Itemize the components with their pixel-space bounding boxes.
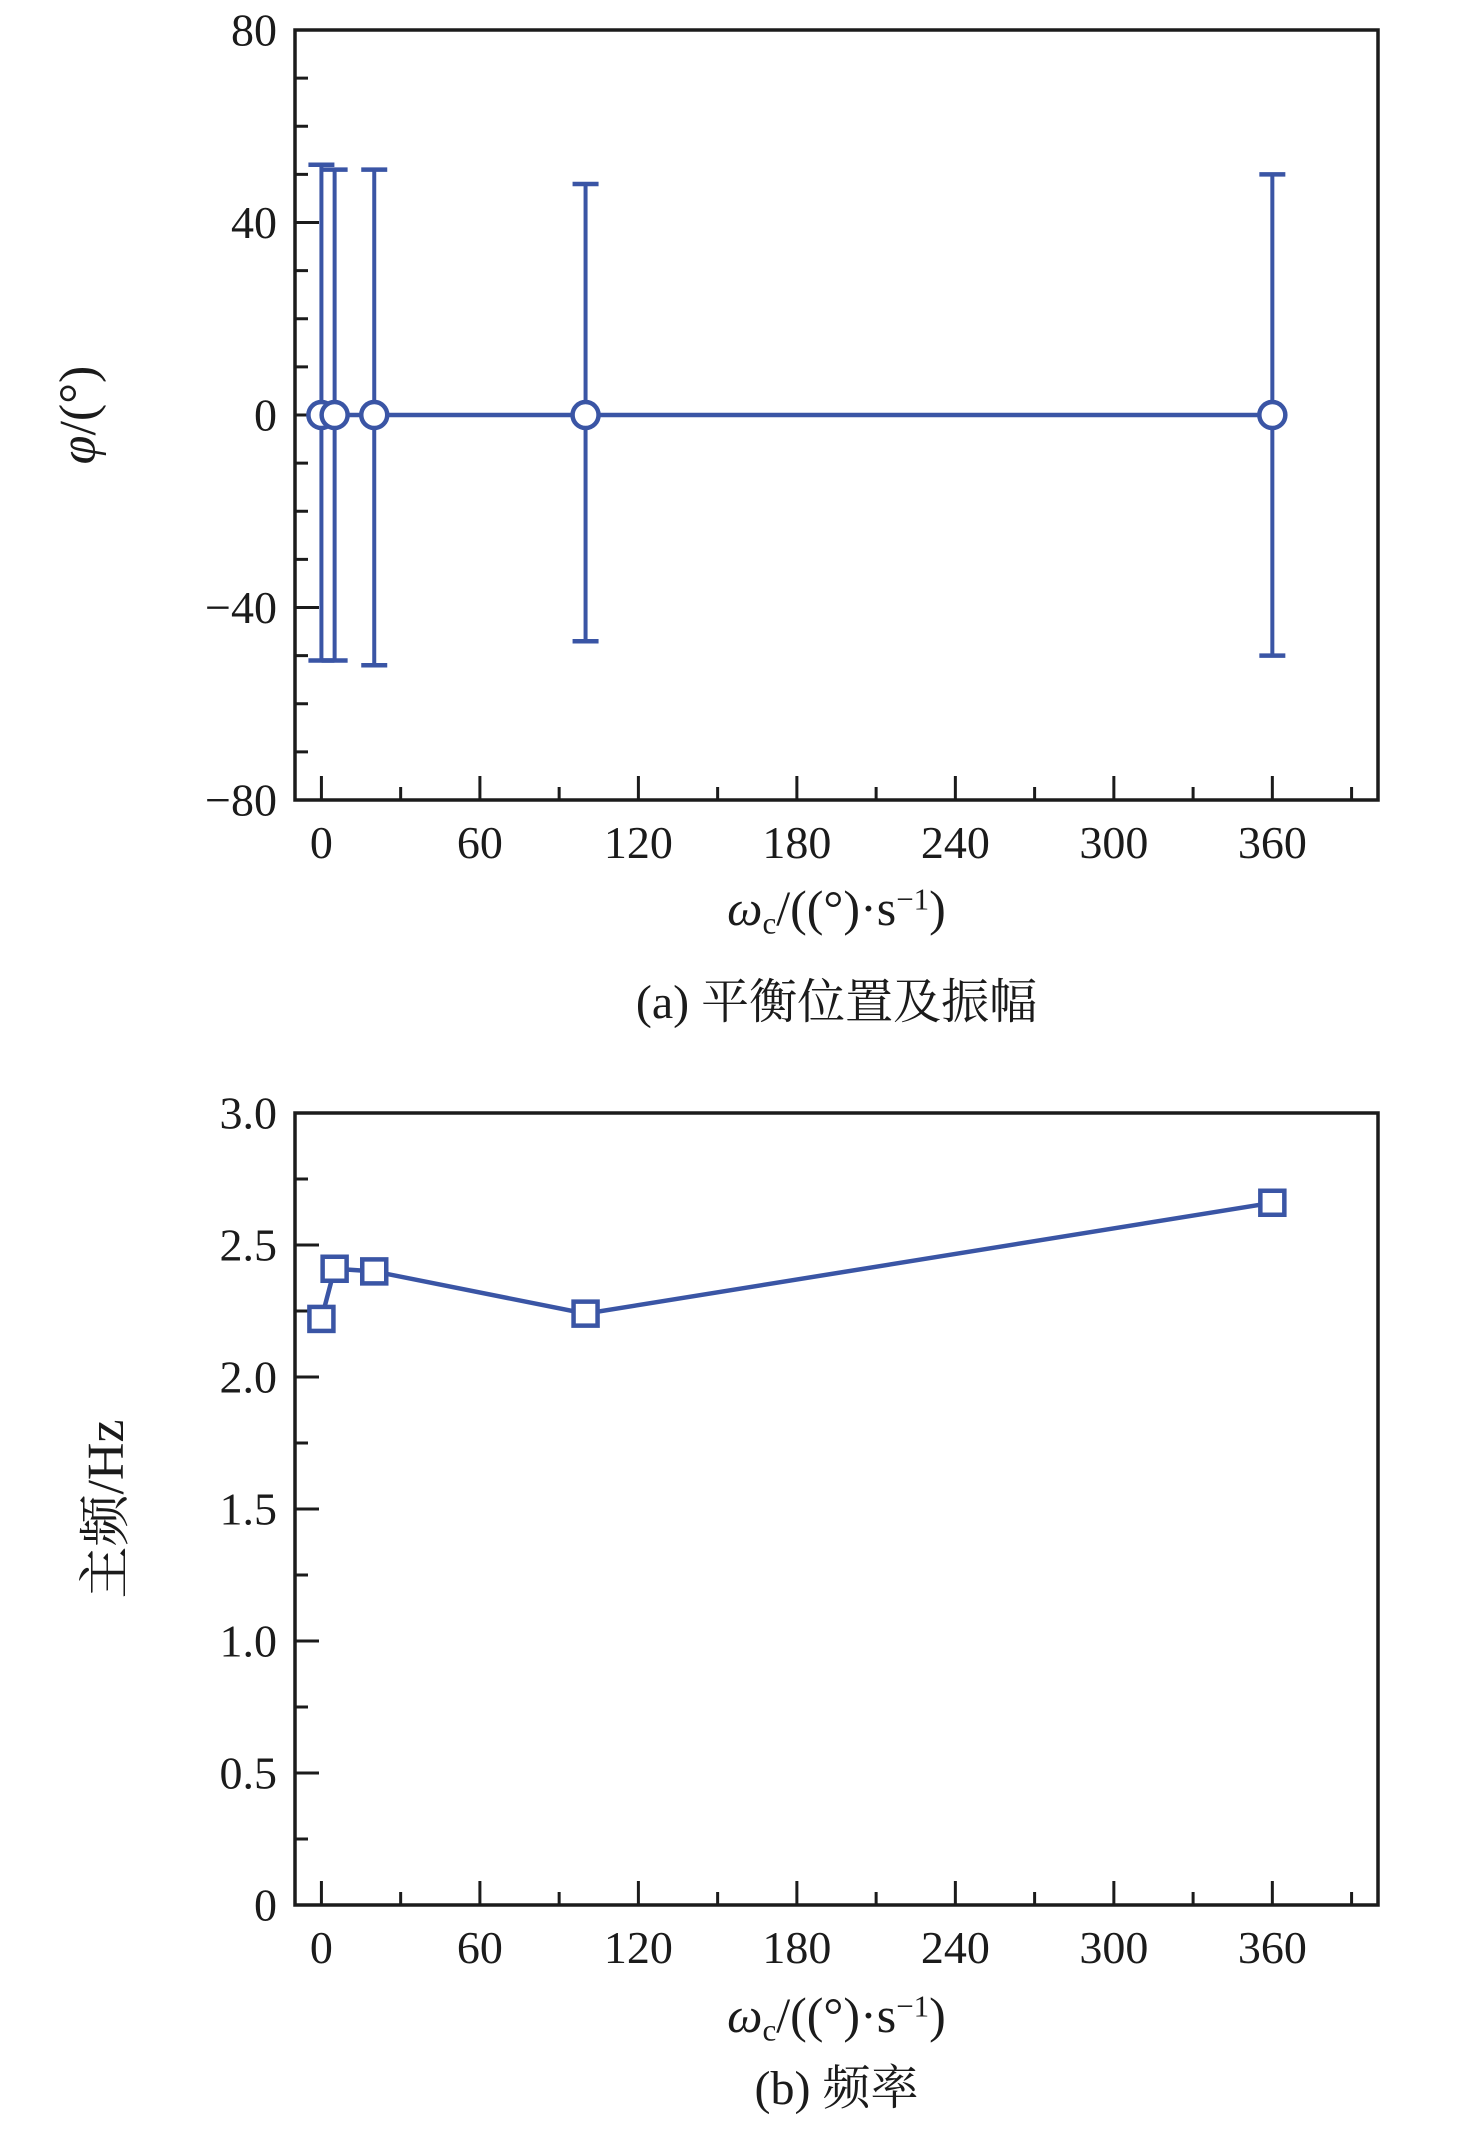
x-unit-closing: ): [929, 880, 946, 936]
x-tick-label: 180: [762, 1922, 832, 1973]
y-tick-label: 1.5: [219, 1483, 277, 1535]
x-tick-label: 60: [456, 1922, 503, 1973]
x-tick-label: 180: [762, 817, 832, 868]
chart-a: [0, 0, 1476, 870]
chart-b-y-axis-label-text: 主频/Hz: [77, 1419, 135, 1599]
phi-symbol: φ: [49, 435, 107, 465]
omega-subscript: c: [762, 905, 777, 941]
plot-border: [295, 1113, 1378, 1905]
data-point-marker: [1259, 402, 1285, 428]
chart-b-plot-area: [220, 1088, 1379, 1974]
omega-subscript: c: [762, 2012, 777, 2048]
x-tick-label: 60: [456, 817, 503, 868]
x-tick-label: 120: [603, 1922, 673, 1973]
y-tick-label: 3.0: [219, 1087, 277, 1139]
x-unit-middle: /((°)·s: [776, 1987, 897, 2043]
x-tick-label: 240: [920, 1922, 990, 1973]
y-tick-label: −40: [205, 582, 277, 633]
y-tick-label: 0.5: [219, 1747, 277, 1799]
x-tick-label: 360: [1237, 817, 1307, 868]
chart-b-caption: (b) 频率: [754, 2062, 919, 2115]
x-unit-middle: /((°)·s: [776, 880, 897, 936]
x-unit-exponent: −1: [896, 881, 930, 917]
x-tick-label: 240: [920, 817, 990, 868]
x-tick-label: 300: [1079, 817, 1149, 868]
chart-a-plot-area: [205, 5, 1378, 869]
chart-b-y-axis-label: [78, 1419, 135, 1598]
x-unit-closing: ): [929, 1987, 946, 2043]
data-point-marker: [309, 1307, 333, 1331]
chart-a-x-axis-label: [295, 878, 1378, 942]
data-point-marker: [362, 1259, 386, 1283]
chart-a-caption: (a) 平衡位置及振幅: [635, 976, 1038, 1029]
y-tick-label: 40: [231, 197, 277, 248]
x-tick-label: 120: [603, 817, 673, 868]
omega-symbol: ω: [727, 880, 763, 936]
chart-a-y-axis-label: [50, 366, 107, 465]
x-tick-label: 300: [1079, 1922, 1149, 1973]
data-point-marker: [322, 402, 348, 428]
chart-b: [0, 1080, 1476, 1980]
data-line: [321, 1203, 1272, 1319]
y-tick-label: −80: [205, 774, 277, 826]
y-tick-label: 0: [254, 389, 277, 441]
data-point-marker: [1260, 1191, 1284, 1215]
data-point-marker: [574, 1302, 598, 1326]
y-tick-label: 2.0: [219, 1351, 277, 1403]
y-tick-label: 0: [254, 1879, 277, 1931]
y-tick-label: 1.0: [219, 1615, 277, 1667]
omega-symbol: ω: [727, 1987, 763, 2043]
data-point-marker: [573, 402, 599, 428]
phi-units: /(°): [49, 365, 107, 436]
y-tick-label: 2.5: [219, 1219, 277, 1271]
x-tick-label: 0: [309, 817, 333, 868]
data-point-marker: [361, 402, 387, 428]
data-point-marker: [323, 1257, 347, 1281]
chart-b-x-axis-label: [295, 1985, 1378, 2049]
x-tick-label: 360: [1237, 1922, 1307, 1973]
x-tick-label: 0: [309, 1922, 333, 1973]
x-unit-exponent: −1: [896, 1988, 930, 2024]
y-tick-label: 80: [231, 4, 277, 56]
